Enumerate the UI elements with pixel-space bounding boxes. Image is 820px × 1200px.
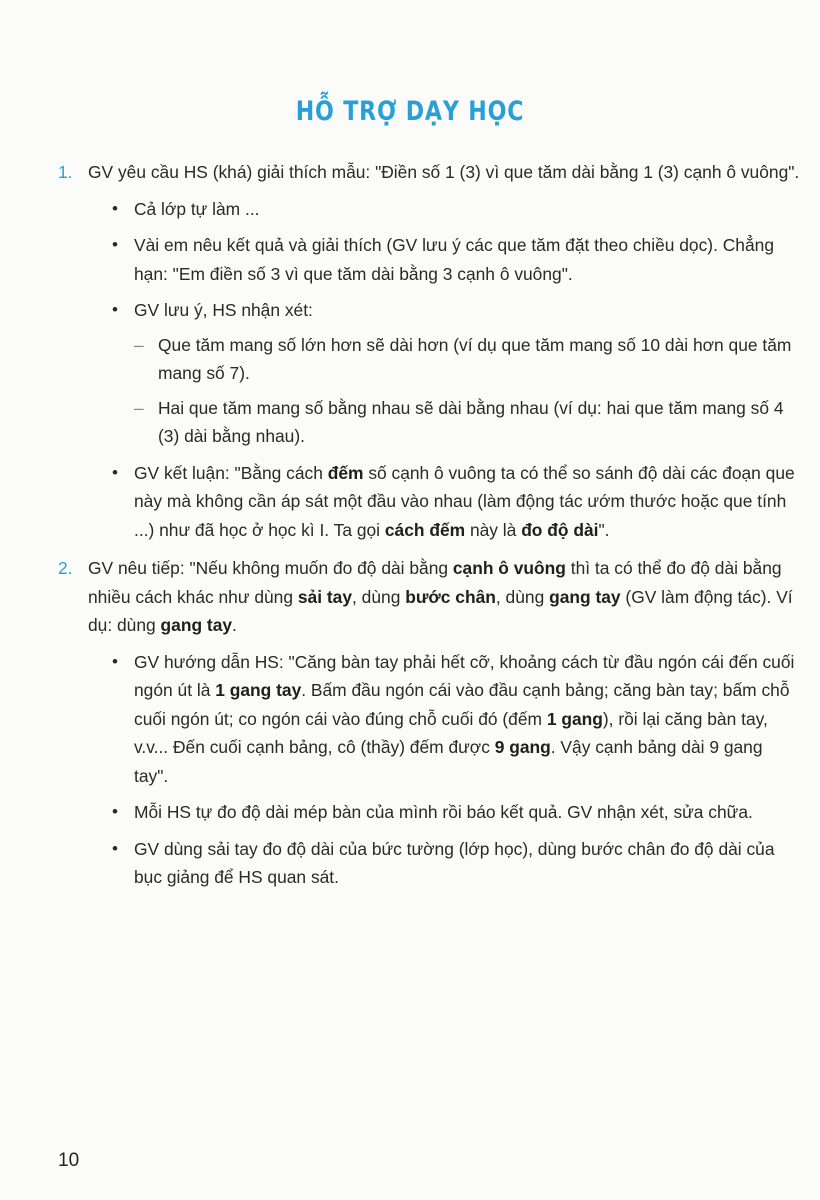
- text-run: (GV làm động tác). Ví dụ: dùng: [88, 586, 793, 635]
- text-run: Mỗi HS tự đo độ dài mép bàn của mình rồi báo kết quả. GV nhận xét, sửa chữa.: [134, 802, 753, 822]
- text-run: 1 gang tay: [215, 680, 302, 700]
- text-run: 9 gang: [494, 737, 551, 757]
- bullet-text: [134, 296, 800, 325]
- text-run: thì ta có thể đo độ dài bằng nhiều cách khác như dùng: [88, 558, 782, 607]
- bullet-text: [134, 835, 800, 892]
- text-run: GV yêu cầu HS (khá) giải thích mẫu: "Điền số 1 (3) vì que tăm dài bằng 1 (3) cạnh ô vuông".: [88, 162, 800, 182]
- bullet-text: [134, 648, 800, 791]
- text-run: cách đếm: [384, 519, 466, 540]
- text-run: . Bấm đầu ngón cái vào đầu cạnh bảng; căng bàn tay; bấm chỗ cuối ngón út; co ngón cái vào đúng chỗ cuối đó (đếm: [134, 680, 790, 729]
- bullet-item: [110, 835, 800, 892]
- dash-marker: –: [134, 397, 144, 418]
- numbered-item: [58, 158, 800, 544]
- bullet-item: [110, 296, 800, 325]
- bullet-item: [110, 648, 800, 791]
- bullet-marker: •: [112, 802, 118, 821]
- text-run: bước chân: [405, 586, 496, 607]
- text-run: sải tay: [297, 586, 353, 607]
- bullet-marker: •: [112, 462, 118, 482]
- text-run: gang tay: [160, 615, 233, 635]
- bullet-item: [110, 195, 800, 224]
- dash-marker: –: [134, 334, 144, 355]
- page-title: HỖ TRỢ DẠY HỌC: [295, 96, 525, 127]
- text-run: số cạnh ô vuông ta có thể so sánh độ dài các đoạn que này mà không cần áp sát một đầu vào nhau (làm động tác ướm thước hoặc que tính ...) như đã học ở học kì I. Ta gọi: [134, 462, 795, 540]
- bullet-item: [110, 798, 800, 827]
- item-text: [88, 158, 800, 187]
- text-run: , dùng: [352, 586, 406, 607]
- text-run: Cả lớp tự làm ...: [134, 198, 260, 219]
- bullet-text: [134, 798, 800, 827]
- bullet-text: [134, 195, 800, 224]
- text-run: đo độ dài: [521, 519, 599, 540]
- text-run: Hai que tăm mang số bằng nhau sẽ dài bằng nhau (ví dụ: hai que tăm mang số 4 (3) dài bằng nhau).: [158, 397, 784, 446]
- item-number: 2.: [58, 558, 73, 578]
- text-run: GV nêu tiếp: "Nếu không muốn đo độ dài bằng: [88, 558, 453, 578]
- text-run: gang tay: [549, 586, 621, 607]
- text-run: . Vậy cạnh bảng dài 9 gang tay".: [134, 737, 763, 786]
- text-run: GV lưu ý, HS nhận xét:: [134, 300, 313, 320]
- bullet-text: [134, 459, 800, 545]
- text-run: đếm: [327, 462, 364, 483]
- text-run: .: [232, 615, 237, 635]
- page-number: 10: [58, 1150, 80, 1171]
- item-text: [88, 554, 800, 640]
- text-run: GV hướng dẫn HS: "Căng bàn tay phải hết cỡ, khoảng cách từ đầu ngón cái đến cuối ngón út là: [134, 651, 795, 700]
- text-run: GV dùng sải tay đo độ dài của bức tường (lớp học), dùng bước chân đo độ dài của bục giảng để HS quan sát.: [134, 838, 775, 887]
- bullet-marker: •: [112, 198, 118, 218]
- text-run: cạnh ô vuông: [452, 558, 566, 578]
- text-run: này là: [465, 519, 522, 540]
- dash-item: [132, 331, 800, 388]
- item-number: 1.: [58, 162, 73, 182]
- numbered-item: [58, 554, 800, 892]
- text-run: ), rồi lại căng bàn tay, v.v... Đến cuối cạnh bảng, cô (thầy) đếm được: [134, 708, 768, 757]
- text-run: 1 gang: [546, 708, 603, 729]
- text-run: , dùng: [495, 586, 550, 607]
- content-body: [58, 158, 800, 902]
- bullet-marker: •: [112, 838, 118, 858]
- text-run: GV kết luận: "Bằng cách: [134, 462, 328, 483]
- dash-item: [132, 394, 800, 451]
- bullet-text: [158, 394, 800, 451]
- text-run: Que tăm mang số lớn hơn sẽ dài hơn (ví dụ que tăm mang số 10 dài hơn que tăm mang số 7).: [158, 334, 792, 383]
- bullet-item: [110, 459, 800, 545]
- bullet-item: [110, 231, 800, 288]
- text-run: ".: [598, 519, 610, 540]
- bullet-marker: •: [112, 235, 118, 254]
- text-run: Vài em nêu kết quả và giải thích (GV lưu ý các que tăm đặt theo chiều dọc). Chẳng hạn: "Em điền số 3 vì que tăm dài bằng 3 cạnh ô vuông".: [134, 235, 774, 284]
- bullet-text: [158, 331, 800, 388]
- bullet-marker: •: [112, 651, 118, 671]
- bullet-marker: •: [112, 300, 118, 319]
- bullet-text: [134, 231, 800, 288]
